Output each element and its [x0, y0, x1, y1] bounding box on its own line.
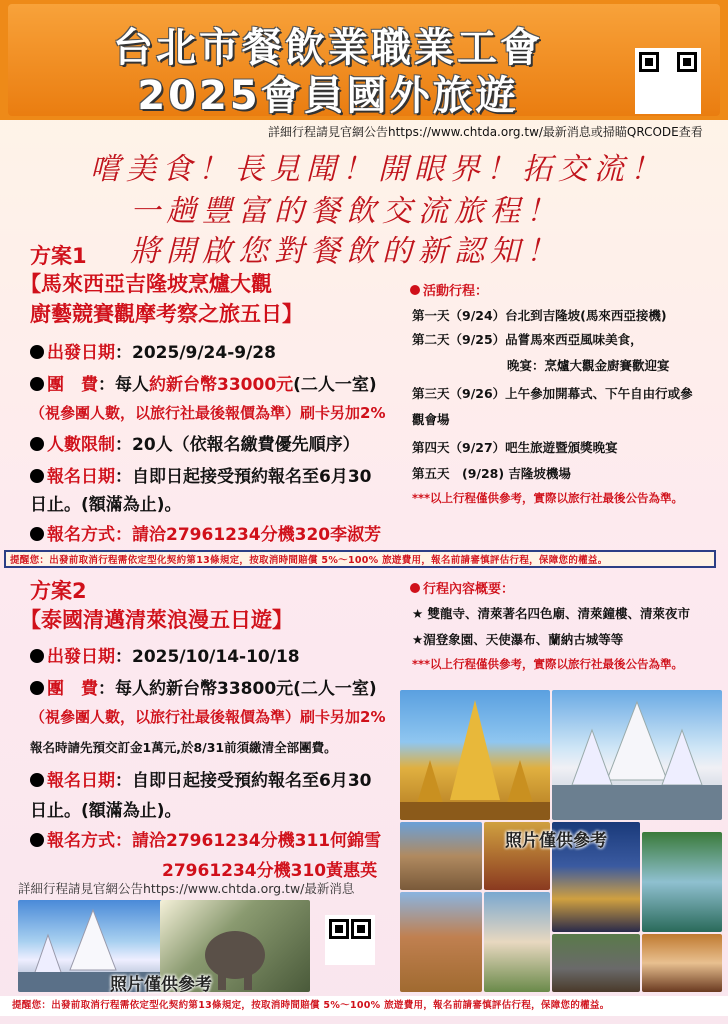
slogan-line-1: 嚐美食！長見聞！開眼界！拓交流！ — [90, 152, 666, 187]
photo-monument — [400, 892, 482, 992]
plan1-fee-value-b: 約新台幣33000元 — [149, 375, 294, 395]
header-banner — [0, 0, 728, 120]
plan1-limit — [30, 430, 360, 455]
overview-item: ★ 雙龍寺、清萊著名四色廟、清萊鐘樓、清萊夜市 — [412, 606, 691, 621]
plan2-fee-label: 團 費 — [47, 679, 98, 699]
bullet-icon — [30, 833, 44, 847]
photo-golden-temple — [400, 690, 550, 820]
bullet-icon — [410, 583, 420, 593]
plan2-heading: 方案2 — [30, 579, 87, 603]
plan1-signup-value: ：自即日起接受預約報名至6月30 — [115, 467, 372, 487]
plan1-heading: 方案1 — [30, 244, 87, 268]
plan1-depart-value: ：2025/9/24-9/28 — [115, 343, 276, 363]
photo-elephants — [552, 934, 640, 992]
plan1-depart-label: 出發日期 — [47, 343, 115, 363]
plan1-fee-value-a: ：每人 — [98, 375, 149, 395]
plan2-depart — [30, 642, 300, 667]
itinerary-day: 第四天（9/27）吧生旅遊暨頒獎晚宴 — [412, 440, 618, 455]
photo-caption-right: 照片僅供參考 — [505, 831, 607, 851]
overview-label-text: 行程內容概要： — [423, 582, 515, 597]
plan1-fee — [30, 370, 377, 395]
header-panel — [8, 4, 720, 119]
plan1-signup-2: 日止。(額滿為止)。 — [30, 495, 182, 515]
plan2-title: 【泰國清邁清萊浪漫五日遊】 — [20, 608, 293, 632]
plan1-title-2: 廚藝競賽觀摩考察之旅五日】 — [30, 302, 303, 326]
plan1-limit-label: 人數限制 — [47, 435, 115, 455]
photo-old-temple — [400, 822, 482, 890]
plan2-fee — [30, 674, 377, 699]
plan2-signup-value: ：自即日起接受預約報名至6月30 — [115, 771, 372, 791]
plan2-method-value: ：請洽27961234分機311何錦雪 — [115, 831, 382, 851]
plan2-overview-label — [410, 578, 514, 597]
itinerary-note: ***以上行程僅供參考，實際以旅行社最後公告為準。 — [412, 491, 684, 505]
bullet-icon — [30, 681, 44, 695]
bullet-icon — [30, 377, 44, 391]
plan1-signup-label: 報名日期 — [47, 467, 115, 487]
photo-child — [642, 934, 722, 992]
plan2-signup — [30, 766, 372, 791]
plan1-fee-value-c: (二人一室) — [293, 375, 377, 395]
plan2-method-label: 報名方式 — [47, 831, 115, 851]
itinerary-day: 第二天（9/25）品嘗馬來西亞風味美食， — [412, 332, 643, 347]
plan1-fee-note: （視參團人數，以旅行社最後報價為準）刷卡另加2% — [30, 404, 386, 422]
white-temple-image — [552, 690, 722, 820]
page-subtitle: 2025會員國外旅遊 — [137, 73, 519, 119]
slogan-line-3: 將開啟您對餐飲的新認知！ — [130, 234, 562, 269]
website-note: 詳細行程請見官網公告https://www.chtda.org.tw/最新消息或掃瞄QRCODE查看 — [268, 125, 703, 139]
plan1-method — [30, 520, 381, 545]
photo-white-temple — [552, 690, 722, 820]
plan1-itinerary-label — [410, 280, 488, 299]
itinerary-day: 觀會場 — [412, 412, 450, 427]
plan2-depart-label: 出發日期 — [47, 647, 115, 667]
plan1-method-value: ：請洽27961234分機320李淑芳 — [115, 525, 382, 545]
photo-garden — [484, 892, 550, 992]
temple-image — [400, 690, 550, 820]
page-title: 台北市餐飲業職業工會 — [113, 25, 543, 71]
itinerary-day: 第一天（9/24）台北到吉隆坡(馬來西亞接機) — [412, 308, 667, 323]
bullet-icon — [30, 649, 44, 663]
plan1-signup — [30, 462, 372, 487]
plan2-url-note: 詳細行程請見官網公告https://www.chtda.org.tw/最新消息 — [18, 881, 355, 896]
qrcode-icon[interactable] — [325, 915, 375, 965]
photo-caption-left: 照片僅供參考 — [110, 975, 212, 995]
bullet-icon — [30, 437, 44, 451]
plan1-fee-label: 團 費 — [47, 375, 98, 395]
plan1-title-1: 【馬來西亞吉隆坡烹爐大觀 — [20, 272, 272, 296]
itinerary-day: 晚宴：烹爐大觀金廚賽歡迎宴 — [507, 358, 670, 373]
itinerary-day: 第三天（9/26）上午參加開幕式、下午自由行或參 — [412, 386, 693, 401]
bullet-icon — [30, 527, 44, 541]
warning-bar-bottom: 提醒您：出發前取消行程需依定型化契約第13條規定，按取消時間賠償 5%～100% 旅遊費用，報名前請審慎評估行程，保障您的權益。 — [0, 996, 728, 1016]
plan2-depart-value: ：2025/10/14-10/18 — [115, 647, 300, 667]
plan2-signup-2: 日止。(額滿為止)。 — [30, 801, 182, 821]
overview-note: ***以上行程僅供參考，實際以旅行社最後公告為準。 — [412, 657, 684, 671]
plan2-fee-value: ：每人約新台幣33800元(二人一室) — [98, 679, 377, 699]
bullet-icon — [30, 773, 44, 787]
plan2-signup-label: 報名日期 — [47, 771, 115, 791]
plan2-method — [30, 826, 381, 851]
plan2-deposit: 報名時請先預交訂金1萬元,於8/31前須繳清全部團費。 — [30, 740, 337, 755]
warning-bar: 提醒您：出發前取消行程需依定型化契約第13條規定，按取消時間賠償 5%～100% 旅遊費用，報名前請審慎評估行程，保障您的權益。 — [4, 550, 716, 568]
photo-waterfall — [642, 832, 722, 932]
plan2-fee-note: （視參團人數，以旅行社最後報價為準）刷卡另加2% — [30, 708, 386, 726]
bullet-icon — [410, 285, 420, 295]
qrcode-icon[interactable] — [635, 48, 701, 114]
plan1-limit-value: ：20人（依報名繳費優先順序） — [115, 435, 360, 455]
itinerary-day: 第五天 (9/28) 吉隆坡機場 — [412, 466, 571, 481]
bullet-icon — [30, 345, 44, 359]
plan1-method-label: 報名方式 — [47, 525, 115, 545]
bullet-icon — [30, 469, 44, 483]
slogan-line-2: 一趟豐富的餐飲交流旅程！ — [130, 194, 562, 229]
itinerary-label-text: 活動行程： — [423, 284, 489, 299]
plan2-method-2: 27961234分機310黃惠英 — [162, 861, 378, 881]
plan1-depart — [30, 338, 276, 363]
overview-item: ★湄登象園、天使瀑布、蘭納古城等等 — [412, 632, 624, 647]
